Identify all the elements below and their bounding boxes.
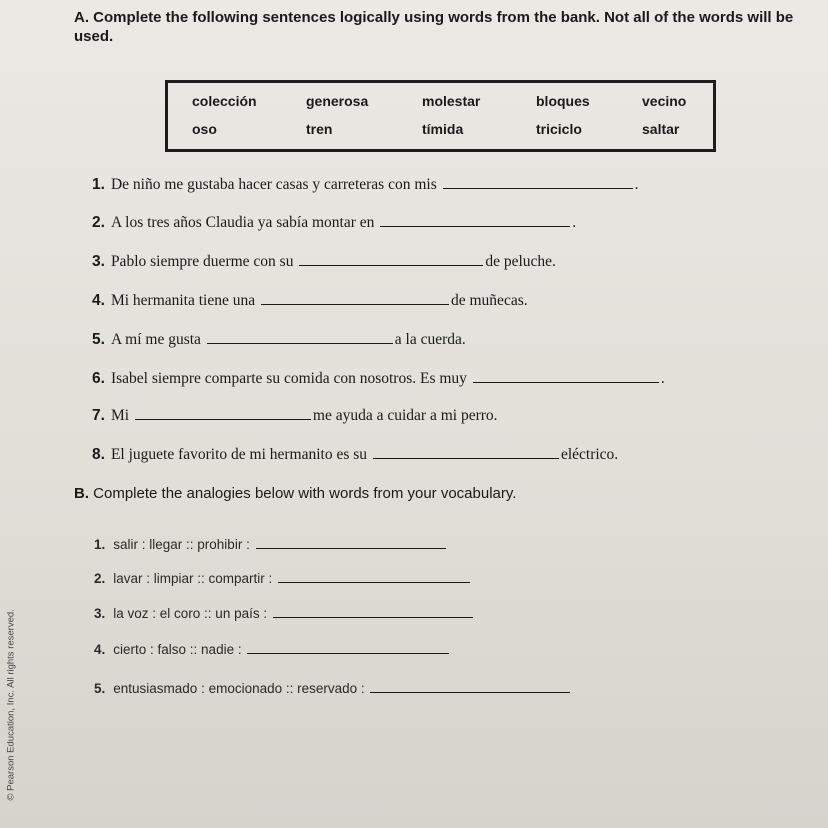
section-a-letter: A. [74, 9, 89, 26]
analogy-text: entusiasmado : emocionado :: reservado : [113, 681, 365, 696]
sentence-7 [92, 405, 498, 425]
answer-blank[interactable] [373, 444, 559, 459]
sentence-ending: me ayuda a cuidar a mi perro. [312, 407, 498, 424]
sentence-ending: . [660, 370, 665, 387]
copyright-notice: © Pearson Education, Inc. All rights reserved. [5, 609, 17, 801]
sentence-number: 1. [92, 176, 105, 193]
analogy-number: 1. [94, 537, 106, 552]
analogy-text: la voz : el coro :: un país : [113, 606, 268, 621]
sentence-number: 2. [92, 214, 105, 231]
sentence-ending: eléctrico. [560, 446, 619, 463]
sentence-2 [92, 212, 576, 232]
bank-word: oso [192, 121, 217, 137]
answer-blank[interactable] [299, 251, 483, 266]
bank-word: saltar [642, 121, 680, 137]
analogy-text: salir : llegar :: prohibir : [113, 537, 250, 552]
answer-blank[interactable] [380, 212, 570, 227]
bank-word: colección [192, 93, 257, 109]
section-a-instructions [74, 8, 804, 46]
sentence-number: 4. [92, 292, 105, 309]
sentence-text: De niño me gustaba hacer casas y carreteras con mis [110, 176, 437, 193]
bank-word: molestar [422, 93, 481, 109]
answer-blank[interactable] [370, 678, 570, 693]
sentence-text: El juguete favorito de mi hermanito es su [110, 446, 368, 463]
sentence-ending: de peluche. [485, 253, 556, 270]
sentence-6 [92, 368, 665, 388]
analogy-5 [94, 678, 572, 696]
sentence-3 [92, 251, 556, 271]
sentence-ending: a la cuerda. [394, 331, 466, 348]
sentence-number: 8. [92, 446, 105, 463]
section-a-text: Complete the following sentences logically using words from the bank. Not all of the words will be used. [74, 9, 794, 45]
bank-word: bloques [536, 93, 590, 109]
analogy-1 [94, 534, 448, 552]
sentence-number: 6. [92, 370, 105, 387]
sentence-ending: . [572, 214, 577, 231]
bank-word: triciclo [536, 121, 582, 137]
sentence-text: Isabel siempre comparte su comida con nosotros. Es muy [110, 370, 467, 387]
answer-blank[interactable] [443, 174, 633, 189]
answer-blank[interactable] [207, 329, 393, 344]
sentence-ending: de muñecas. [451, 292, 528, 309]
analogy-number: 3. [94, 606, 106, 621]
sentence-5 [92, 329, 466, 349]
answer-blank[interactable] [261, 290, 449, 305]
bank-word: vecino [642, 93, 687, 109]
analogy-3 [94, 603, 475, 621]
analogy-4 [94, 639, 451, 657]
answer-blank[interactable] [473, 368, 659, 383]
sentence-text: A los tres años Claudia ya sabía montar en [110, 214, 375, 231]
analogy-2 [94, 568, 472, 586]
analogy-number: 2. [94, 571, 106, 586]
answer-blank[interactable] [273, 603, 473, 618]
bank-word: tren [306, 121, 333, 137]
sentence-text: Mi hermanita tiene una [110, 292, 256, 309]
analogy-text: cierto : falso :: nadie : [113, 642, 242, 657]
sentence-text: Pablo siempre duerme con su [110, 253, 294, 270]
sentence-text: A mí me gusta [110, 331, 201, 348]
sentence-ending: . [634, 176, 639, 193]
analogy-number: 4. [94, 642, 106, 657]
bank-word: generosa [306, 93, 369, 109]
answer-blank[interactable] [256, 534, 446, 549]
section-b-instructions [74, 484, 774, 503]
analogy-text: lavar : limpiar :: compartir : [113, 571, 273, 586]
bank-word: tímida [422, 121, 464, 137]
sentence-1 [92, 174, 638, 194]
sentence-number: 5. [92, 331, 105, 348]
sentence-text: Mi [110, 407, 130, 424]
word-bank [165, 80, 716, 152]
sentence-8 [92, 444, 618, 464]
answer-blank[interactable] [247, 639, 449, 654]
sentence-4 [92, 290, 528, 310]
sentence-number: 3. [92, 253, 105, 270]
answer-blank[interactable] [278, 568, 470, 583]
section-b-text: Complete the analogies below with words from your vocabulary. [93, 485, 517, 502]
answer-blank[interactable] [135, 405, 311, 420]
sentence-number: 7. [92, 407, 105, 424]
analogy-number: 5. [94, 681, 106, 696]
section-b-letter: B. [74, 485, 89, 502]
